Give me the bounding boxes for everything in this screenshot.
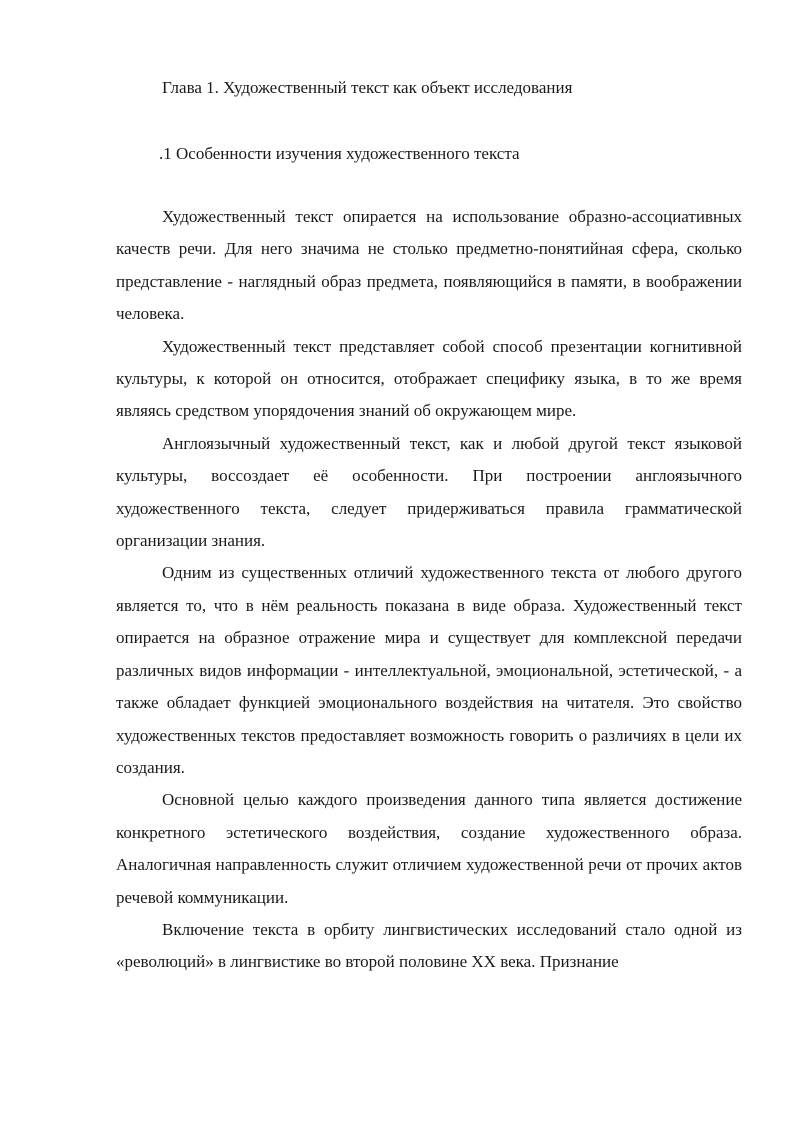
section-title: .1 Особенности изучения художественного текста (159, 144, 520, 163)
paragraph: Художественный текст представляет собой способ презентации когнитивной культуры, к которой он относится, отображает специфику языка, в то же время являясь средством упорядочения знаний об окружающем мире. (116, 336, 742, 421)
body-text (116, 201, 742, 979)
paragraph: Художественный текст опирается на использование образно-ассоциативных качеств речи. Для него значима не столько предметно-понятийная сфера, сколько представление - наглядный образ предмета, появляющийся в памяти, в воображении человека. (116, 207, 742, 324)
chapter-title: Глава 1. Художественный текст как объект исследования (162, 78, 573, 97)
paragraph: Одним из существенных отличий художественного текста от любого другого является то, что в нём реальность показана в виде образа. Художественный текст опирается на образное отражение мира и существует для комплексной передачи различных видов информации - интеллектуальной, эмоциональной, эстетической, - а также обладает функцией эмоционального воздействия на читателя. Это свойство художественных текстов предоставляет возможность говорить о различиях в цели их создания. (116, 563, 742, 777)
paragraph: Включение текста в орбиту лингвистических исследований стало одной из «революций» в лингвистике во второй половине XX века. Признание (116, 919, 742, 972)
paragraph: Англоязычный художественный текст, как и любой другой текст языковой культуры, воссоздает её особенности. При построении англоязычного художественного текста, следует придерживаться правила грамматической организации знания. (116, 433, 742, 551)
paragraph: Основной целью каждого произведения данного типа является достижение конкретного эстетического воздействия, создание художественного образа. Аналогичная направленность служит отличием художественной речи от прочих актов речевой коммуникации. (116, 790, 742, 907)
